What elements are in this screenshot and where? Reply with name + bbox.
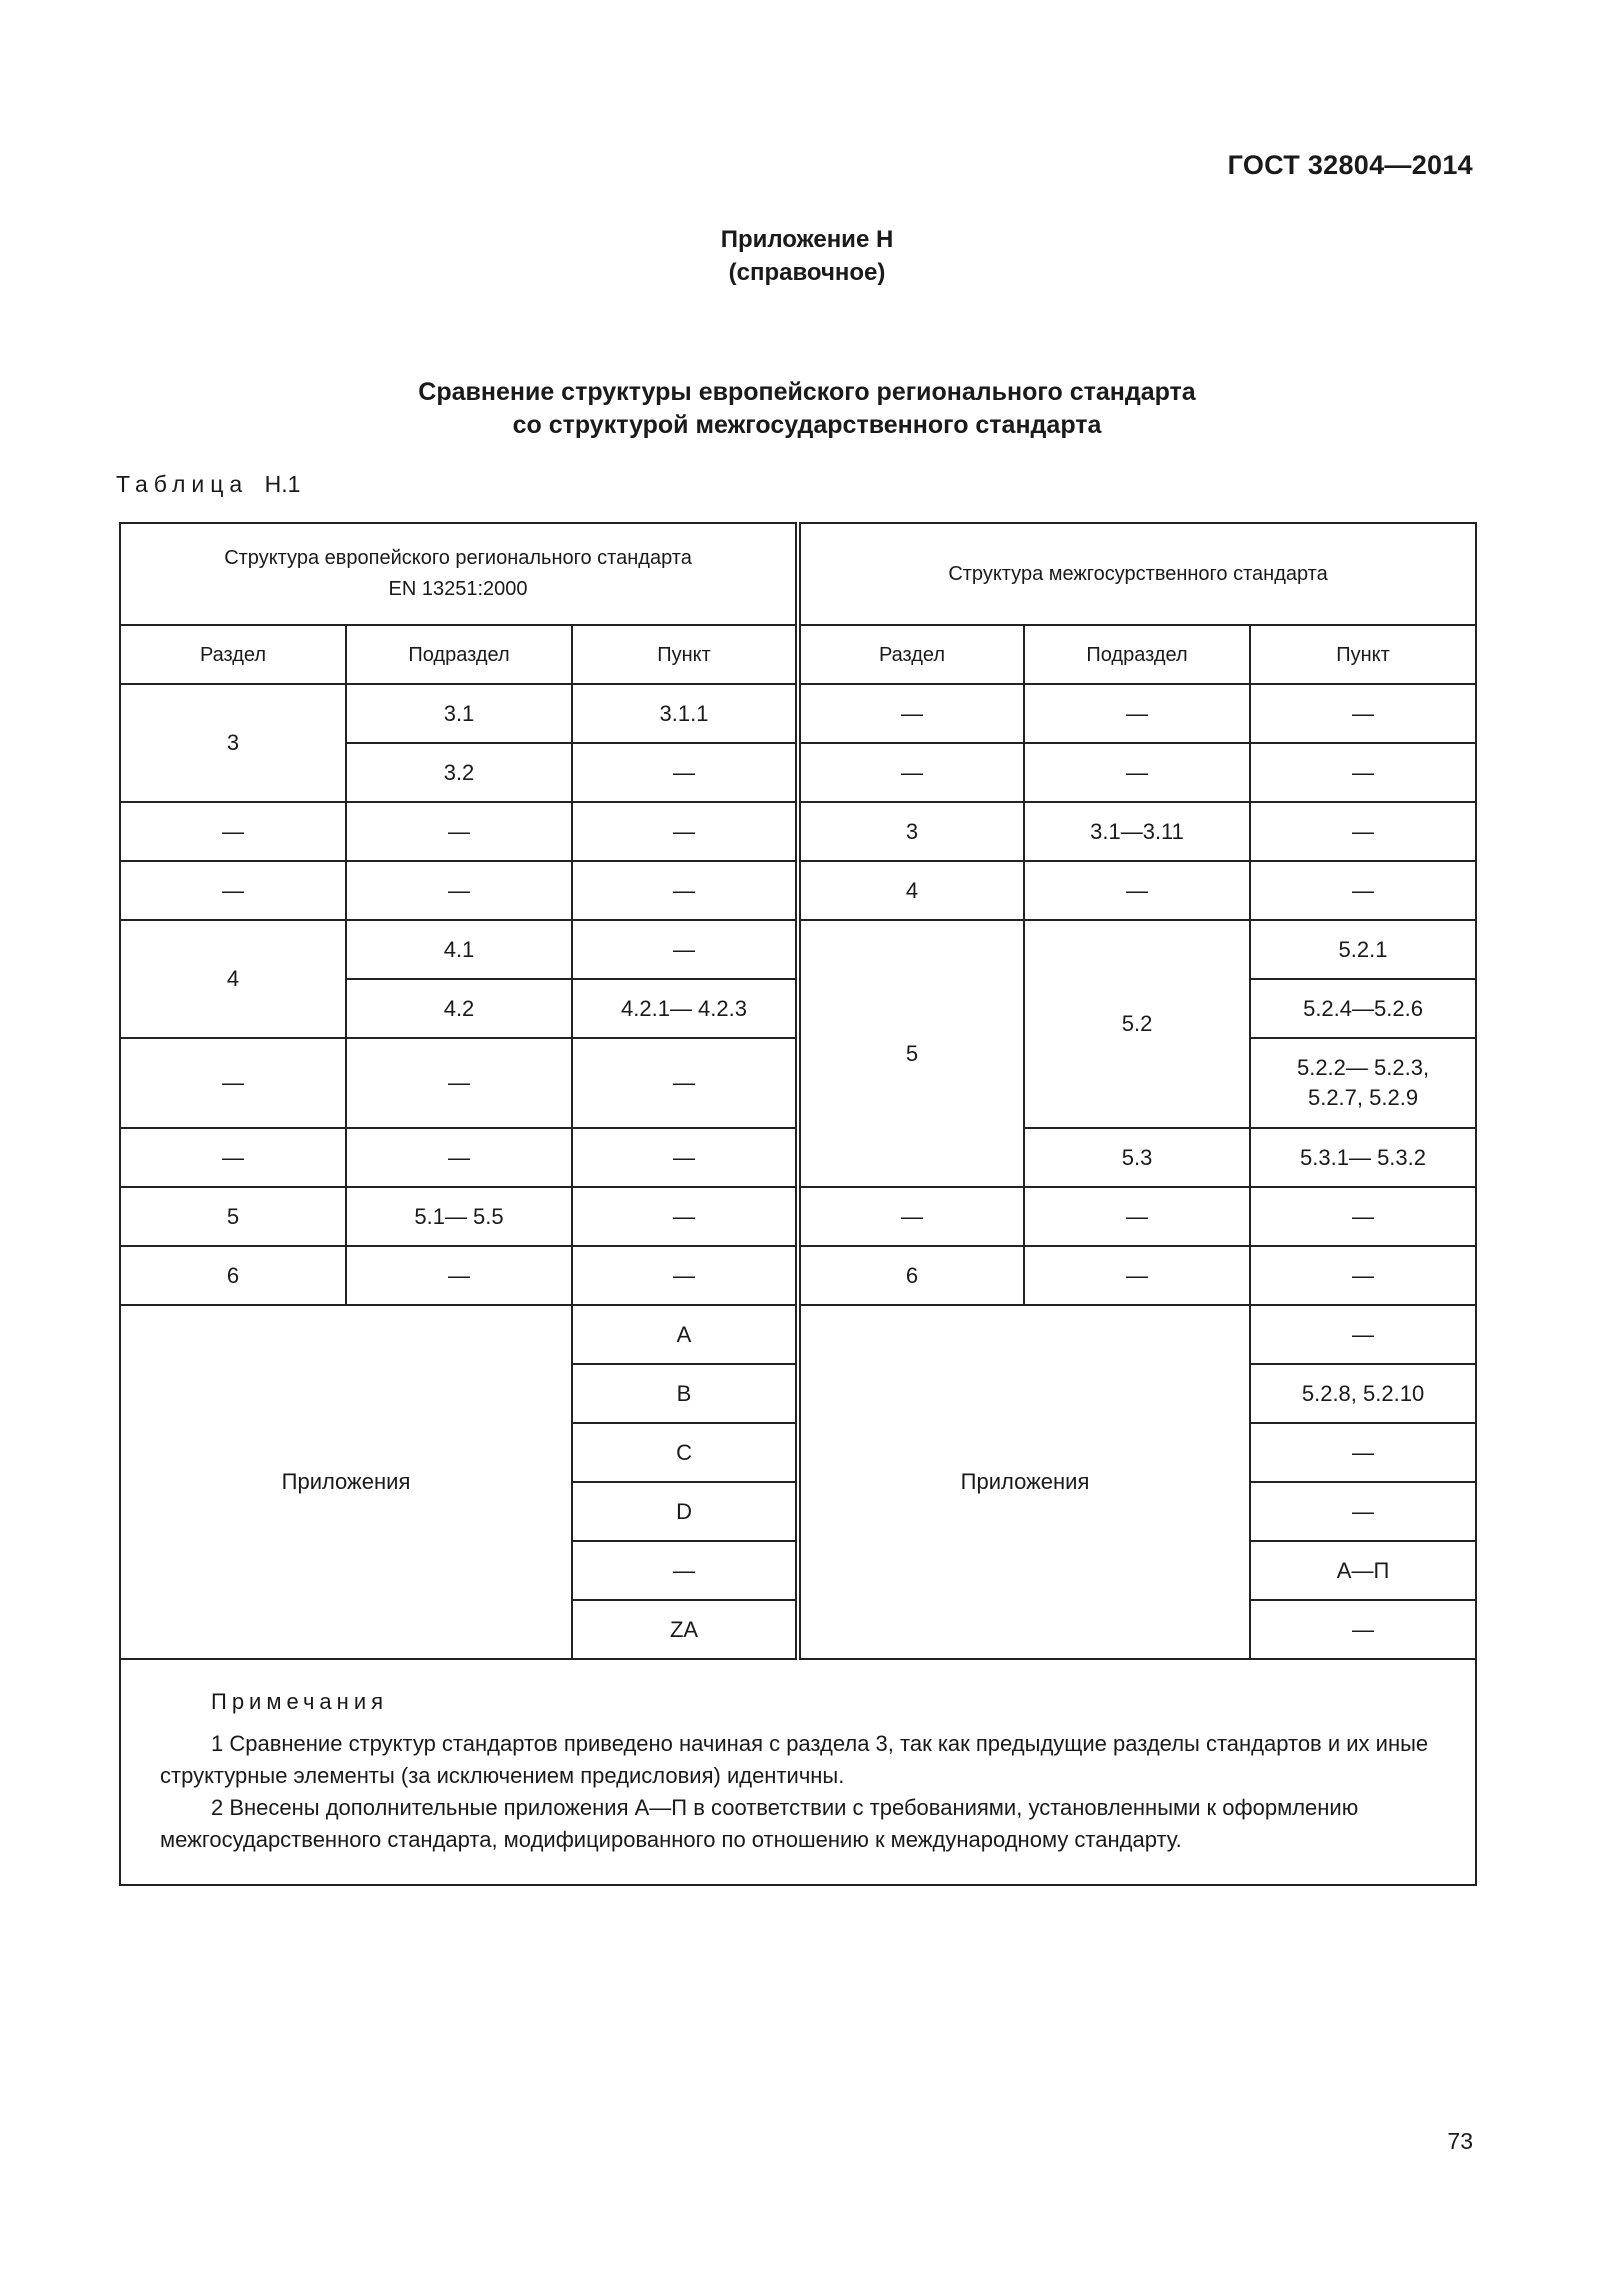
comparison-table — [119, 522, 1477, 1886]
table-cell: 4.1 — [346, 920, 572, 979]
table-cell: 3 — [120, 684, 346, 802]
appendix-title: Приложение Н — [720, 226, 894, 253]
notes-block — [120, 1659, 1476, 1885]
table-cell: — — [1024, 743, 1250, 802]
table-cell: 5.1— 5.5 — [346, 1187, 572, 1246]
table-cell: 5 — [798, 920, 1024, 1187]
col-header-right-clause: Пункт — [1250, 625, 1476, 684]
cell-line-1: 5.2.2— 5.2.3, — [1296, 1055, 1430, 1080]
table-cell: — — [346, 802, 572, 861]
annexes-right-label: Приложения — [798, 1305, 1250, 1659]
table-cell — [1250, 1038, 1476, 1128]
page-title — [0, 376, 1614, 442]
table-cell: 6 — [120, 1246, 346, 1305]
col-header-left-subsection: Подраздел — [346, 625, 572, 684]
table-cell: 4 — [120, 920, 346, 1038]
table-cell: 5.2.4—5.2.6 — [1250, 979, 1476, 1038]
left-structure-header — [120, 523, 798, 625]
title-line-2: со структурой межгосударственного стандарта — [512, 411, 1102, 439]
cell-line-2: 5.2.7, 5.2.9 — [1307, 1085, 1419, 1110]
col-header-left-section: Раздел — [120, 625, 346, 684]
table-label-number: Н.1 — [264, 471, 301, 497]
table-cell: — — [572, 1128, 798, 1187]
table-row — [120, 861, 1476, 920]
annex-row — [120, 1305, 1476, 1364]
table-cell: 3 — [798, 802, 1024, 861]
table-cell: — — [798, 684, 1024, 743]
table-cell: — — [1024, 684, 1250, 743]
table-row — [120, 920, 1476, 979]
table-cell: 5.3 — [1024, 1128, 1250, 1187]
table-cell: 5.2 — [1024, 920, 1250, 1128]
table-row — [120, 1187, 1476, 1246]
table-cell: — — [346, 1128, 572, 1187]
table-cell: — — [1024, 1246, 1250, 1305]
document-code: ГОСТ 32804—2014 — [1227, 150, 1473, 180]
left-header-line-2: EN 13251:2000 — [388, 578, 528, 600]
page-number: 73 — [1447, 2128, 1473, 2154]
table-cell: 5.2.8, 5.2.10 — [1250, 1364, 1476, 1423]
table-cell: — — [798, 743, 1024, 802]
table-row — [120, 684, 1476, 743]
col-header-right-section: Раздел — [798, 625, 1024, 684]
table-cell: — — [572, 802, 798, 861]
table-row — [120, 1246, 1476, 1305]
table-cell: — — [1250, 684, 1476, 743]
col-header-right-subsection: Подраздел — [1024, 625, 1250, 684]
table-cell: — — [572, 1541, 798, 1600]
table-cell: — — [572, 743, 798, 802]
appendix-heading — [0, 223, 1614, 289]
table-cell: 3.2 — [346, 743, 572, 802]
table-cell: 3.1—3.11 — [1024, 802, 1250, 861]
table-cell: — — [1250, 1187, 1476, 1246]
table-cell: — — [120, 802, 346, 861]
table-cell: — — [1250, 1600, 1476, 1659]
title-line-1: Сравнение структуры европейского регионального стандарта — [418, 378, 1196, 406]
table-cell: D — [572, 1482, 798, 1541]
note-1: 1 Сравнение структур стандартов приведено начиная с раздела 3, так как предыдущие разделы стандартов и их иные структурные элементы (за исключением предисловия) идентичны. — [160, 1731, 1429, 1788]
table-cell: — — [1250, 802, 1476, 861]
table-cell: — — [572, 1038, 798, 1128]
table-cell: 5 — [120, 1187, 346, 1246]
table-cell: — — [1024, 861, 1250, 920]
table-cell: — — [1250, 1246, 1476, 1305]
table-cell: — — [1024, 1187, 1250, 1246]
table-cell: 3.1 — [346, 684, 572, 743]
table-cell: B — [572, 1364, 798, 1423]
table-cell: 5.2.1 — [1250, 920, 1476, 979]
table-cell: — — [572, 1187, 798, 1246]
table-label-word: Таблица — [116, 471, 249, 497]
left-header-line-1: Структура европейского регионального стандарта — [224, 547, 692, 569]
table-cell: — — [346, 861, 572, 920]
note-2: 2 Внесены дополнительные приложения А—П в соответствии с требованиями, установленными к оформлению межгосударственного стандарта, модифицированного по отношению к международному стандарту. — [160, 1795, 1359, 1852]
table-cell: А—П — [1250, 1541, 1476, 1600]
table-cell: A — [572, 1305, 798, 1364]
col-header-left-clause: Пункт — [572, 625, 798, 684]
table-cell: ZA — [572, 1600, 798, 1659]
table-cell: — — [346, 1246, 572, 1305]
table-cell: — — [572, 861, 798, 920]
right-structure-header: Структура межгосурственного стандарта — [798, 523, 1476, 625]
table-cell: — — [346, 1038, 572, 1128]
notes-heading: Примечания — [211, 1689, 389, 1714]
table-cell: — — [1250, 1482, 1476, 1541]
table-cell: — — [1250, 1305, 1476, 1364]
appendix-type: (справочное) — [728, 259, 886, 286]
annexes-left-label: Приложения — [120, 1305, 572, 1659]
table-row — [120, 802, 1476, 861]
table-cell: 6 — [798, 1246, 1024, 1305]
table-cell: — — [120, 1038, 346, 1128]
table-cell: — — [1250, 1423, 1476, 1482]
table-cell: 3.1.1 — [572, 684, 798, 743]
table-label — [116, 471, 300, 498]
table-cell: — — [120, 1128, 346, 1187]
table-cell: — — [1250, 861, 1476, 920]
table-cell: 4 — [798, 861, 1024, 920]
table-cell: — — [572, 1246, 798, 1305]
table-cell: — — [798, 1187, 1024, 1246]
table-cell: — — [120, 861, 346, 920]
table-cell: — — [572, 920, 798, 979]
table-cell: — — [1250, 743, 1476, 802]
table-cell: C — [572, 1423, 798, 1482]
table-cell: 4.2 — [346, 979, 572, 1038]
table-cell: 5.3.1— 5.3.2 — [1250, 1128, 1476, 1187]
table-cell: 4.2.1— 4.2.3 — [572, 979, 798, 1038]
